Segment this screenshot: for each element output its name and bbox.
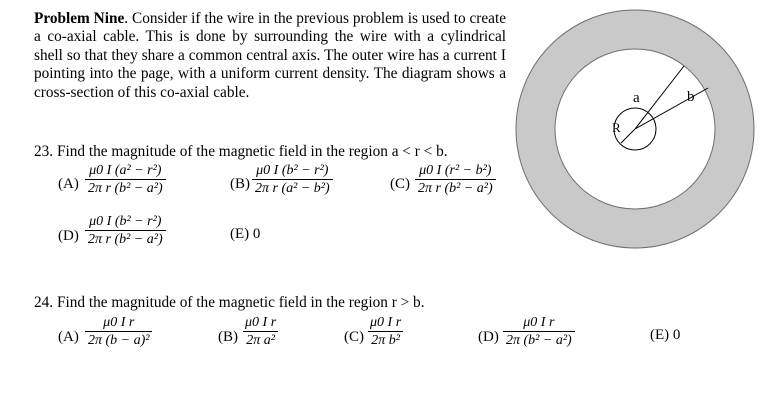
q24-option-d-numerator: μ0 I r	[523, 315, 555, 330]
q24-option-a-numerator: μ0 I r	[103, 315, 135, 330]
q23-option-a-label: (A)	[58, 176, 79, 192]
q24-option-d-fraction	[503, 314, 575, 349]
label-b: b	[687, 89, 695, 105]
q23-option-b-numerator: μ0 I (b² − r²)	[256, 163, 329, 178]
q23-option-d-numerator: μ0 I (b² − r²)	[89, 214, 162, 229]
q24-option-c-numerator: μ0 I r	[370, 315, 402, 330]
q24-option-e	[650, 327, 680, 344]
q24-option-a-fraction	[85, 314, 152, 349]
q24-option-d-denominator: 2π (b² − a²)	[503, 331, 575, 349]
q24-option-b-denominator: 2π a²	[243, 331, 278, 349]
q23-option-a-numerator: μ0 I (a² − r²)	[89, 163, 162, 178]
q23-option-c-denominator: 2π r (b² − a²)	[415, 179, 496, 197]
q24-option-c-fraction	[367, 314, 404, 349]
label-R: R	[612, 120, 621, 135]
q23-option-b-denominator: 2π r (a² − b²)	[252, 179, 333, 197]
q24-option-c-label: (C)	[344, 329, 364, 345]
q24-stem: 24. Find the magnitude of the magnetic field in the region r > b.	[34, 294, 425, 311]
q23-stem: 23. Find the magnitude of the magnetic field in the region a < r < b.	[34, 143, 448, 160]
q23-option-b-fraction	[252, 162, 333, 197]
q23-option-c-numerator: μ0 I (r² − b²)	[419, 163, 492, 178]
q23-option-b-label: (B)	[230, 176, 250, 192]
q24-option-b-label: (B)	[218, 329, 238, 345]
coaxial-cable-diagram	[510, 4, 760, 254]
q23-option-a-fraction	[85, 162, 166, 197]
q23-option-a-denominator: 2π r (b² − a²)	[85, 179, 166, 197]
q24-option-b-fraction	[242, 314, 279, 349]
q23-option-d-denominator: 2π r (b² − a²)	[85, 230, 166, 248]
q23-option-d-label: (D)	[58, 228, 79, 244]
q24-option-d-label: (D)	[478, 329, 499, 345]
problem-text: . Consider if the wire in the previous problem is used to create a co-axial cable. This is done by surrounding the wire with a cylindrical shell so that they share a common central axis. The outer wire has a current I pointing into the page, with a uniform current density. The diagram shows a cross-section of this co-axial cable.	[34, 10, 506, 101]
problem-heading: Problem Nine	[34, 10, 125, 27]
q24-option-b-numerator: μ0 I r	[245, 315, 277, 330]
q23-option-c-label: (C)	[390, 176, 410, 192]
q24-option-a-denominator: 2π (b − a)²	[85, 331, 152, 349]
q23-option-e-label: (E)	[230, 226, 250, 242]
q23-option-e-value: 0	[252, 226, 261, 242]
q23-option-c-fraction	[415, 162, 496, 197]
q23-option-e	[230, 226, 260, 243]
q24-option-e-value: 0	[672, 327, 681, 343]
q24-option-c-denominator: 2π b²	[368, 331, 403, 349]
q24-option-e-label: (E)	[650, 327, 670, 343]
label-a: a	[633, 90, 640, 106]
problem-intro	[34, 10, 506, 102]
q24-option-a-label: (A)	[58, 329, 79, 345]
q23-option-d-fraction	[85, 213, 166, 248]
